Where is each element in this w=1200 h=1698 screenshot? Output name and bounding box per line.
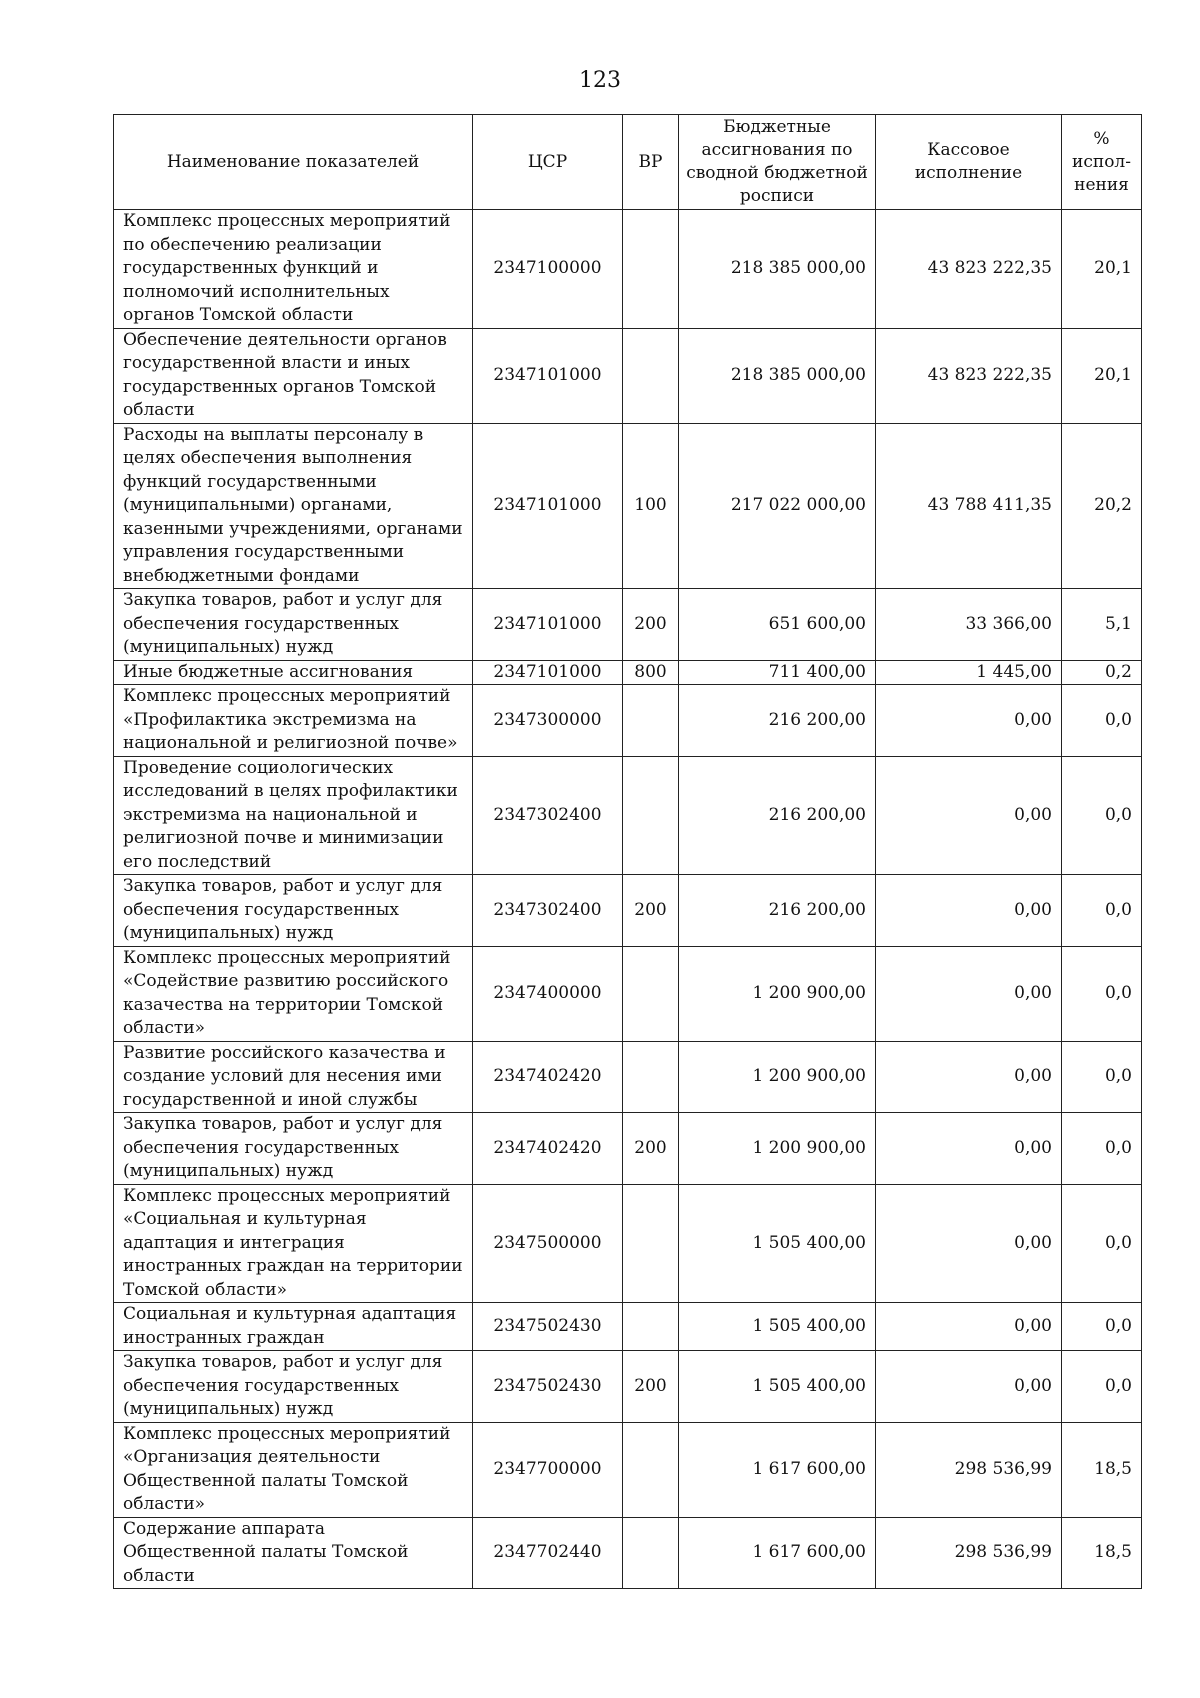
cell-percent: 0,0	[1062, 875, 1142, 947]
cell-assigned: 1 617 600,00	[679, 1517, 876, 1589]
cell-csr: 2347402420	[473, 1113, 623, 1185]
cell-vr: 100	[623, 423, 679, 589]
cell-vr: 800	[623, 660, 679, 685]
cell-executed: 298 536,99	[876, 1422, 1062, 1517]
cell-executed: 298 536,99	[876, 1517, 1062, 1589]
table-row	[114, 1041, 1142, 1113]
header-csr: ЦСР	[473, 115, 623, 210]
cell-assigned: 651 600,00	[679, 589, 876, 661]
table-row	[114, 1113, 1142, 1185]
cell-name: Содержание аппарата Общественной палаты Томской области	[114, 1517, 473, 1589]
cell-vr	[623, 1422, 679, 1517]
cell-vr	[623, 1517, 679, 1589]
cell-name: Закупка товаров, работ и услуг для обеспечения государственных (муниципальных) нужд	[114, 1113, 473, 1185]
cell-name: Комплекс процессных мероприятий «Социальная и культурная адаптация и интеграция иностранных граждан на территории Томской области»	[114, 1184, 473, 1303]
cell-assigned: 1 505 400,00	[679, 1184, 876, 1303]
cell-assigned: 1 200 900,00	[679, 1041, 876, 1113]
cell-csr: 2347400000	[473, 946, 623, 1041]
cell-csr: 2347101000	[473, 589, 623, 661]
cell-csr: 2347101000	[473, 660, 623, 685]
cell-executed: 0,00	[876, 1351, 1062, 1423]
cell-assigned: 218 385 000,00	[679, 210, 876, 329]
cell-vr: 200	[623, 875, 679, 947]
cell-executed: 0,00	[876, 1041, 1062, 1113]
cell-assigned: 1 200 900,00	[679, 1113, 876, 1185]
table-row	[114, 946, 1142, 1041]
cell-name: Иные бюджетные ассигнования	[114, 660, 473, 685]
page-number: 123	[579, 68, 621, 93]
cell-executed: 0,00	[876, 946, 1062, 1041]
cell-csr: 2347702440	[473, 1517, 623, 1589]
table-row	[114, 210, 1142, 329]
cell-percent: 0,0	[1062, 1113, 1142, 1185]
cell-executed: 0,00	[876, 875, 1062, 947]
cell-vr: 200	[623, 1351, 679, 1423]
cell-percent: 0,0	[1062, 946, 1142, 1041]
cell-vr: 200	[623, 589, 679, 661]
cell-vr	[623, 946, 679, 1041]
header-name: Наименование показателей	[114, 115, 473, 210]
cell-assigned: 216 200,00	[679, 756, 876, 875]
cell-csr: 2347302400	[473, 875, 623, 947]
header-executed: Кассовое исполнение	[876, 115, 1062, 210]
cell-csr: 2347100000	[473, 210, 623, 329]
table-body	[114, 210, 1142, 1589]
cell-assigned: 1 505 400,00	[679, 1303, 876, 1351]
cell-csr: 2347402420	[473, 1041, 623, 1113]
cell-vr	[623, 1041, 679, 1113]
cell-executed: 33 366,00	[876, 589, 1062, 661]
cell-vr	[623, 1303, 679, 1351]
cell-vr	[623, 1184, 679, 1303]
cell-vr	[623, 685, 679, 757]
cell-executed: 1 445,00	[876, 660, 1062, 685]
cell-percent: 20,1	[1062, 328, 1142, 423]
cell-csr: 2347101000	[473, 423, 623, 589]
cell-percent: 5,1	[1062, 589, 1142, 661]
cell-name: Комплекс процессных мероприятий «Содействие развитию российского казачества на территории Томской области»	[114, 946, 473, 1041]
table-row	[114, 589, 1142, 661]
cell-assigned: 216 200,00	[679, 685, 876, 757]
table-row	[114, 423, 1142, 589]
cell-executed: 0,00	[876, 1303, 1062, 1351]
cell-vr: 200	[623, 1113, 679, 1185]
table-row	[114, 756, 1142, 875]
cell-name: Закупка товаров, работ и услуг для обеспечения государственных (муниципальных) нужд	[114, 1351, 473, 1423]
cell-name: Расходы на выплаты персоналу в целях обеспечения выполнения функций государственными (муниципальными) органами, казенными учреждениями, органами управления государственными внебюджетными фондами	[114, 423, 473, 589]
cell-assigned: 1 617 600,00	[679, 1422, 876, 1517]
cell-csr: 2347502430	[473, 1351, 623, 1423]
cell-percent: 18,5	[1062, 1517, 1142, 1589]
budget-execution-table	[113, 114, 1142, 1589]
cell-name: Социальная и культурная адаптация иностранных граждан	[114, 1303, 473, 1351]
cell-assigned: 1 200 900,00	[679, 946, 876, 1041]
cell-name: Проведение социологических исследований в целях профилактики экстремизма на национальной и религиозной почве и минимизации его последствий	[114, 756, 473, 875]
cell-vr	[623, 328, 679, 423]
table-header-row	[114, 115, 1142, 210]
table-row	[114, 328, 1142, 423]
cell-assigned: 711 400,00	[679, 660, 876, 685]
cell-assigned: 217 022 000,00	[679, 423, 876, 589]
table-row	[114, 875, 1142, 947]
header-assigned: Бюджетные ассигнования по сводной бюджетной росписи	[679, 115, 876, 210]
cell-percent: 0,0	[1062, 1351, 1142, 1423]
cell-name: Закупка товаров, работ и услуг для обеспечения государственных (муниципальных) нужд	[114, 589, 473, 661]
table-row	[114, 1422, 1142, 1517]
table-row	[114, 1517, 1142, 1589]
cell-executed: 0,00	[876, 756, 1062, 875]
cell-csr: 2347300000	[473, 685, 623, 757]
cell-executed: 0,00	[876, 685, 1062, 757]
table-row	[114, 1303, 1142, 1351]
cell-assigned: 1 505 400,00	[679, 1351, 876, 1423]
cell-percent: 0,2	[1062, 660, 1142, 685]
cell-executed: 43 823 222,35	[876, 210, 1062, 329]
cell-vr	[623, 756, 679, 875]
cell-executed: 0,00	[876, 1113, 1062, 1185]
cell-csr: 2347302400	[473, 756, 623, 875]
cell-assigned: 216 200,00	[679, 875, 876, 947]
cell-name: Комплекс процессных мероприятий «Профилактика экстремизма на национальной и религиозной почве»	[114, 685, 473, 757]
cell-percent: 0,0	[1062, 1041, 1142, 1113]
cell-executed: 43 788 411,35	[876, 423, 1062, 589]
cell-name: Развитие российского казачества и создание условий для несения ими государственной и иной службы	[114, 1041, 473, 1113]
cell-csr: 2347502430	[473, 1303, 623, 1351]
cell-percent: 20,2	[1062, 423, 1142, 589]
cell-percent: 0,0	[1062, 1184, 1142, 1303]
cell-name: Закупка товаров, работ и услуг для обеспечения государственных (муниципальных) нужд	[114, 875, 473, 947]
table-row	[114, 685, 1142, 757]
cell-name: Комплекс процессных мероприятий «Организация деятельности Общественной палаты Томской области»	[114, 1422, 473, 1517]
table-row	[114, 1184, 1142, 1303]
cell-vr	[623, 210, 679, 329]
cell-percent: 0,0	[1062, 1303, 1142, 1351]
cell-assigned: 218 385 000,00	[679, 328, 876, 423]
cell-percent: 18,5	[1062, 1422, 1142, 1517]
header-vr: ВР	[623, 115, 679, 210]
cell-executed: 43 823 222,35	[876, 328, 1062, 423]
header-percent: % испол-нения	[1062, 115, 1142, 210]
cell-name: Комплекс процессных мероприятий по обеспечению реализации государственных функций и полномочий исполнительных органов Томской области	[114, 210, 473, 329]
cell-percent: 0,0	[1062, 756, 1142, 875]
table-row	[114, 1351, 1142, 1423]
cell-csr: 2347101000	[473, 328, 623, 423]
cell-name: Обеспечение деятельности органов государственной власти и иных государственных органов Томской области	[114, 328, 473, 423]
cell-csr: 2347700000	[473, 1422, 623, 1517]
cell-csr: 2347500000	[473, 1184, 623, 1303]
cell-percent: 20,1	[1062, 210, 1142, 329]
cell-executed: 0,00	[876, 1184, 1062, 1303]
cell-percent: 0,0	[1062, 685, 1142, 757]
table-row	[114, 660, 1142, 685]
